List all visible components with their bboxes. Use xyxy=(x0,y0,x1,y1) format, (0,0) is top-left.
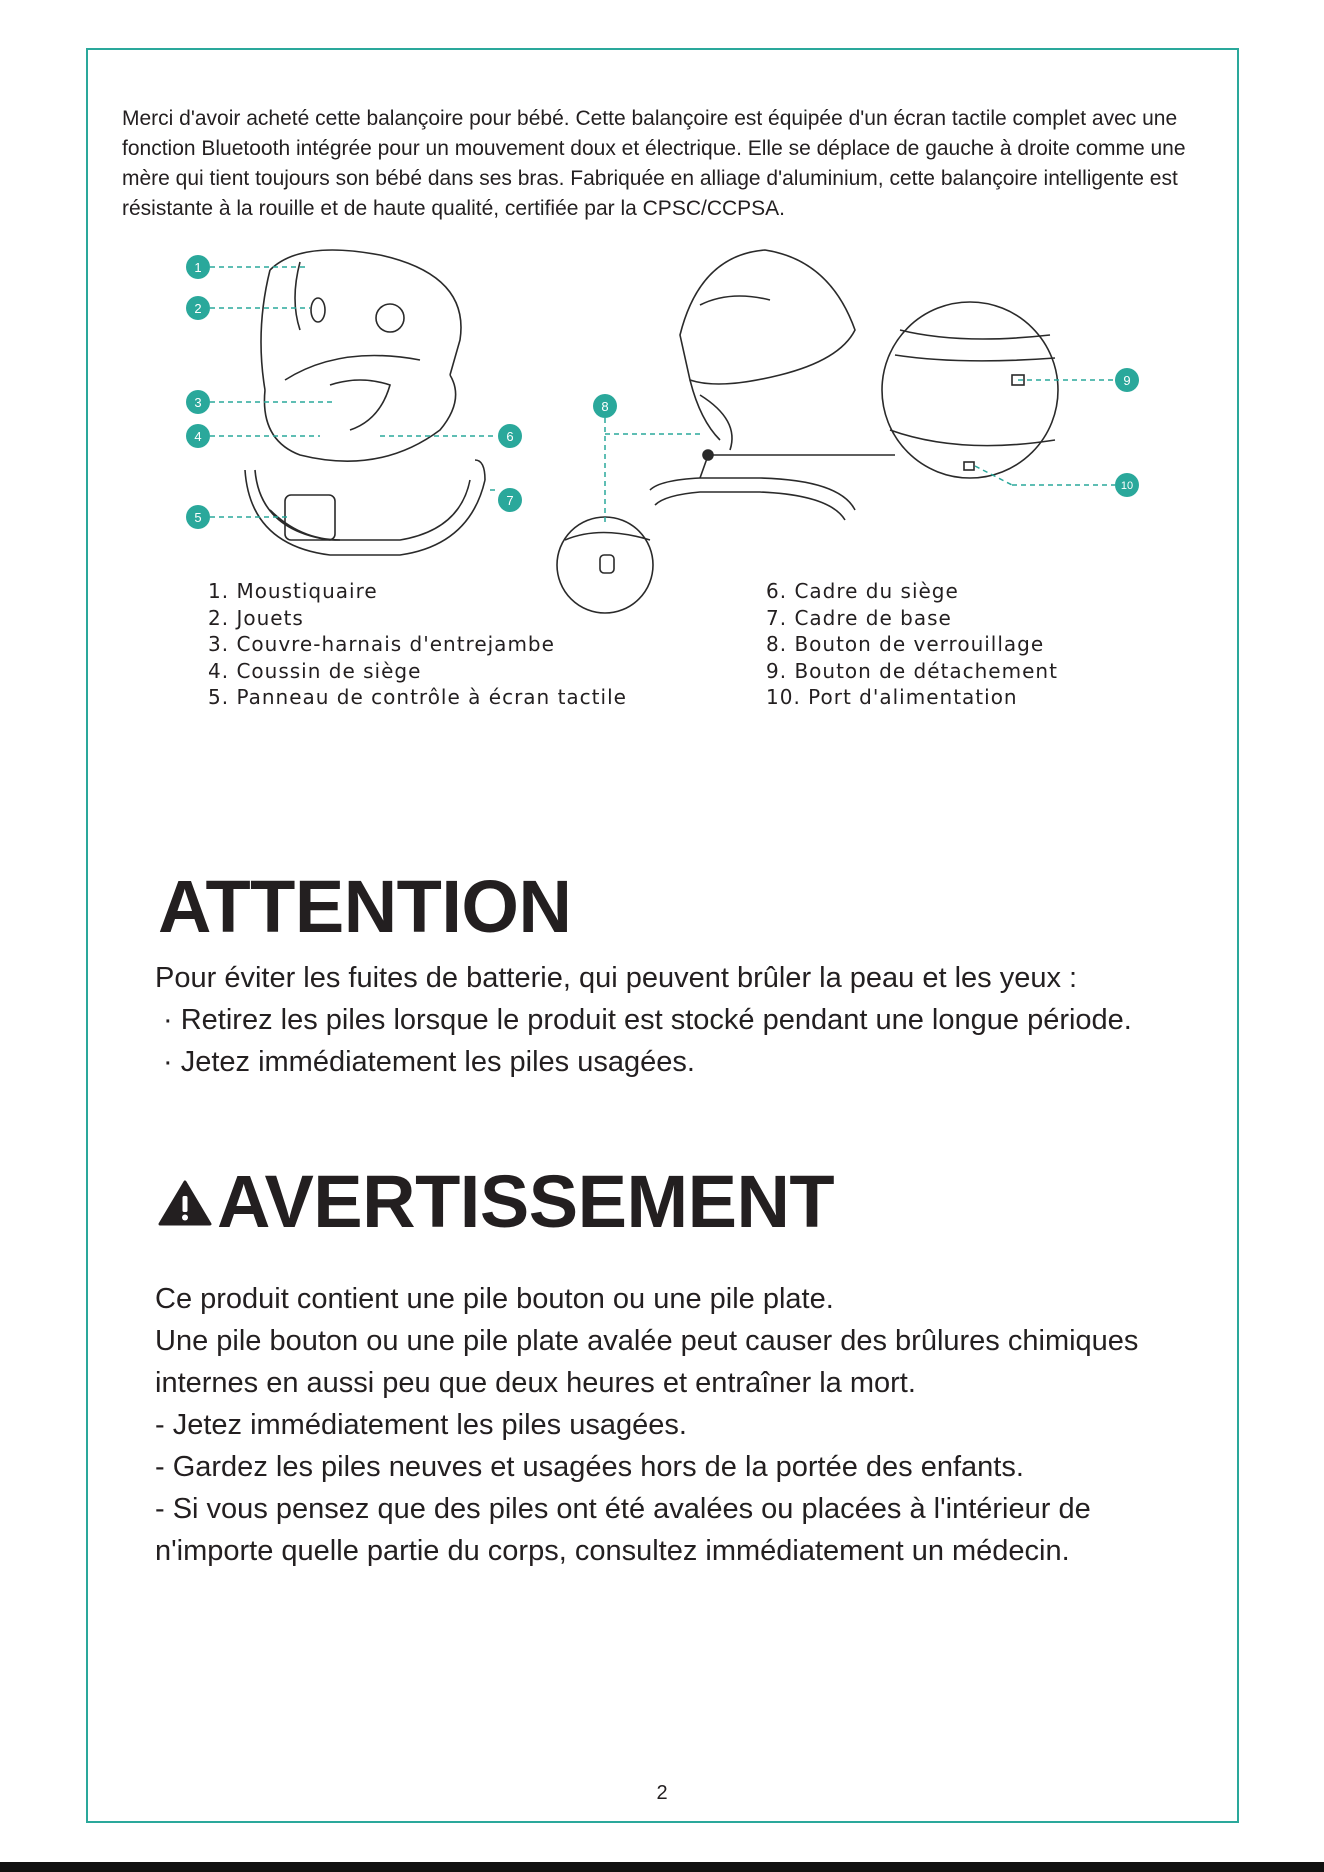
attention-lead: Pour éviter les fuites de batterie, qui peuvent brûler la peau et les yeux : xyxy=(155,962,1078,994)
parts-list-left xyxy=(208,578,627,711)
svg-text:1: 1 xyxy=(194,260,202,275)
part-item: 9. Bouton de détachement xyxy=(766,658,1058,683)
intro-paragraph: Merci d'avoir acheté cette balançoire pour bébé. Cette balançoire est équipée d'un écran tactile complet avec une fonction Bluetooth intégrée pour un mouvement doux et électrique. Elle se déplace de gauche à droite comme une mère qui tient toujours son bébé dans ses bras. Fabriquée en alliage d'aluminium, cette balançoire intelligente est résistante à la rouille et de haute qualité, certifiée par la CPSC/CCPSA. xyxy=(122,107,1186,220)
svg-text:3: 3 xyxy=(194,395,202,410)
warning-heading: AVERTISSEMENT xyxy=(217,1160,835,1243)
warning-triangle-icon xyxy=(158,1179,212,1227)
warning-line: n'importe quelle partie du corps, consultez immédiatement un médecin. xyxy=(155,1535,1070,1567)
part-item: 7. Cadre de base xyxy=(766,605,952,630)
warning-line: - Jetez immédiatement les piles usagées. xyxy=(155,1409,687,1441)
part-item: 8. Bouton de verrouillage xyxy=(766,632,1045,656)
attention-bullet: · Retirez les piles lorsque le produit est stocké pendant une longue période. xyxy=(163,1004,1132,1036)
svg-text:10: 10 xyxy=(1120,480,1134,492)
warning-line: - Si vous pensez que des piles ont été avalées ou placées à l'intérieur de xyxy=(155,1493,1091,1525)
svg-text:7: 7 xyxy=(506,493,514,508)
warning-line: internes en aussi peu que deux heures et entraîner la mort. xyxy=(155,1367,916,1399)
part-item: 5. Panneau de contrôle à écran tactile xyxy=(208,685,627,709)
part-item: 10. Port d'alimentation xyxy=(766,685,1018,709)
part-item: 1. Moustiquaire xyxy=(208,579,378,603)
svg-text:4: 4 xyxy=(194,429,202,444)
svg-text:9: 9 xyxy=(1123,373,1131,388)
attention-heading: ATTENTION xyxy=(158,865,572,948)
page-number: 2 xyxy=(656,1782,668,1804)
warning-line: Ce produit contient une pile bouton ou une pile plate. xyxy=(155,1283,834,1315)
svg-text:2: 2 xyxy=(194,301,202,316)
svg-text:8: 8 xyxy=(601,399,609,414)
bottom-edge xyxy=(0,1862,1324,1872)
part-item: 3. Couvre-harnais d'entrejambe xyxy=(208,632,555,656)
parts-list-right xyxy=(766,578,1058,711)
svg-text:6: 6 xyxy=(506,429,514,444)
swing-parts-diagram xyxy=(160,240,1160,630)
svg-text:5: 5 xyxy=(194,510,202,525)
warning-text xyxy=(155,1278,1138,1572)
attention-text xyxy=(155,957,1132,1083)
part-item: 6. Cadre du siège xyxy=(766,579,959,603)
warning-line: - Gardez les piles neuves et usagées hors de la portée des enfants. xyxy=(155,1451,1024,1483)
warning-line: Une pile bouton ou une pile plate avalée peut causer des brûlures chimiques xyxy=(155,1325,1139,1357)
part-item: 2. Jouets xyxy=(208,605,304,630)
part-item: 4. Coussin de siège xyxy=(208,658,422,683)
attention-bullet: · Jetez immédiatement les piles usagées. xyxy=(163,1046,695,1078)
